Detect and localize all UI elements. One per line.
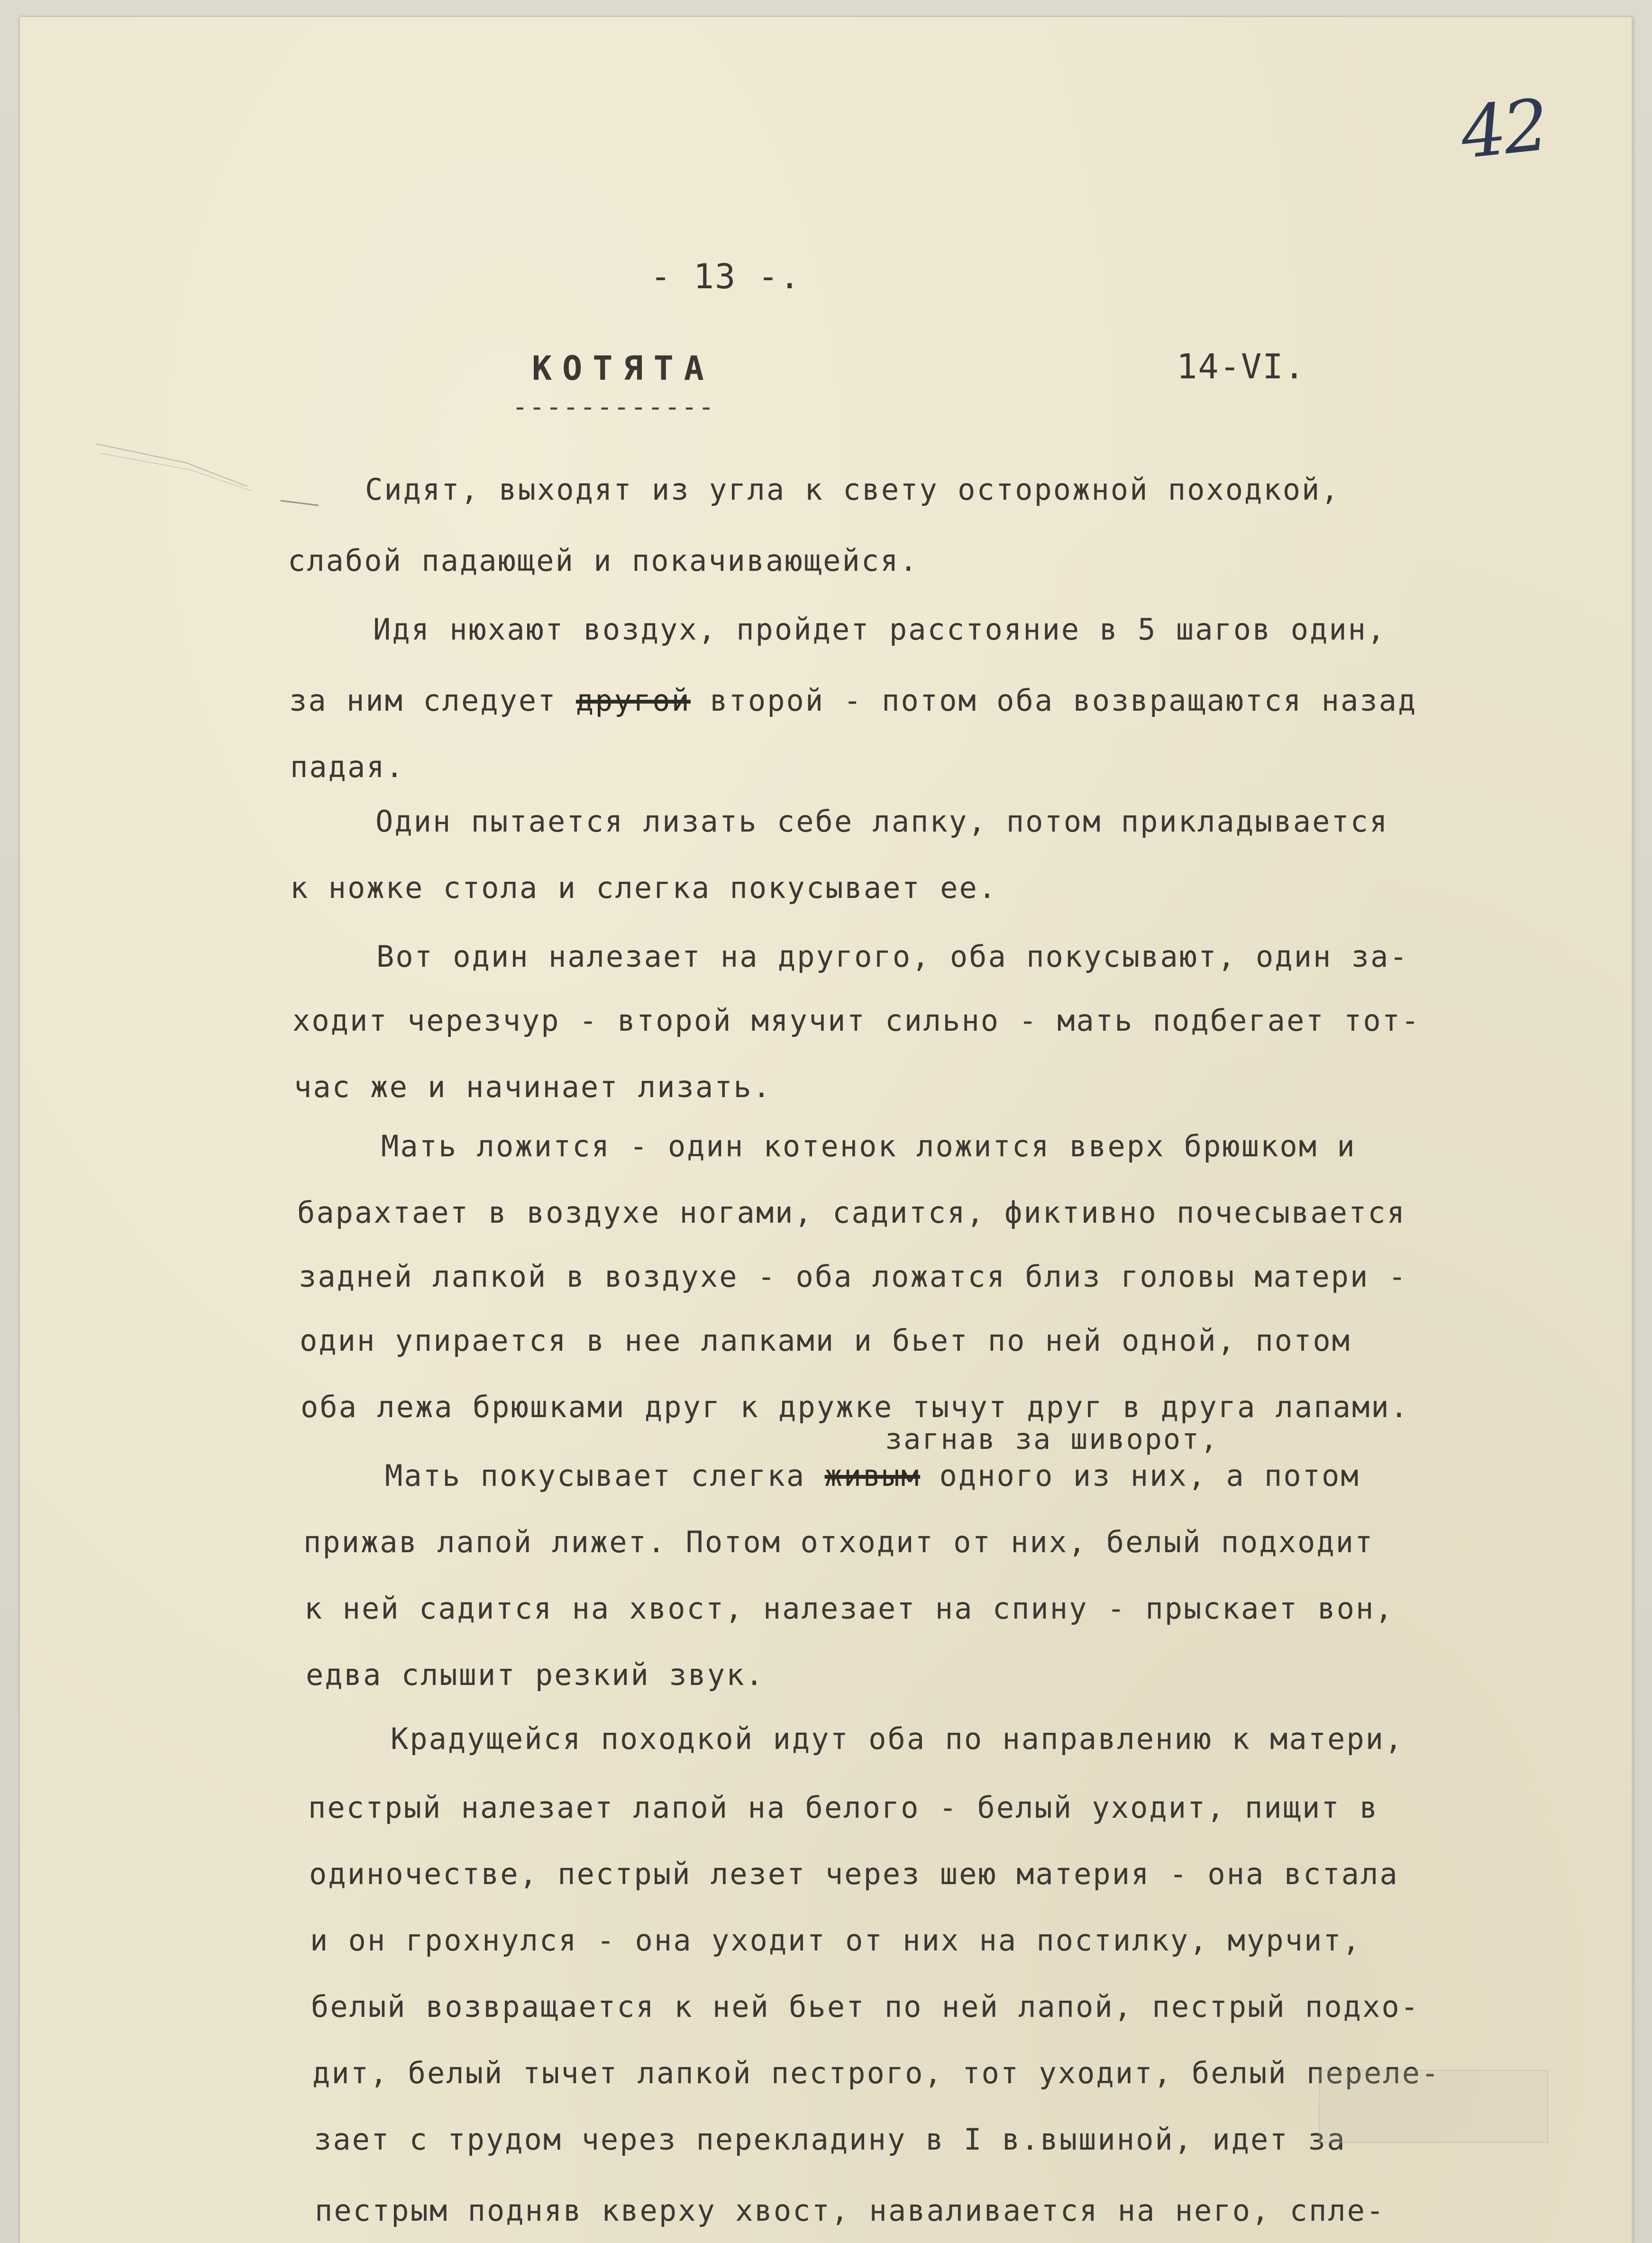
text-line-12: барахтает в воздухе ногами, садится, фиктивно почесывается (297, 1195, 1406, 1230)
text-line-7: к ножке стола и слегка покусывает ее. (290, 870, 998, 905)
text-line-23: и он грохнулся - она уходит от них на постилку, мурчит, (310, 1923, 1361, 1958)
text-line-15: оба лежа брюшками друг к дружке тычут друг в друга лапами. (301, 1390, 1409, 1424)
typewritten-sheet (20, 17, 1633, 2243)
text-line-25: дит, белый тычет лапкой пестрого, тот уходит, белый переле- (312, 2056, 1441, 2090)
struck-word: другой (575, 683, 691, 718)
text-line-19: едва слышит резкий звук. (306, 1657, 765, 1692)
title-underline: ------------ (512, 392, 715, 422)
text-line-14: один упирается в нее лапками и бьет по ней одной, потом (300, 1323, 1351, 1358)
text-line-13: задней лапкой в воздухе - оба ложатся близ головы матери - (299, 1259, 1407, 1294)
text-line-9: ходит черезчур - второй мяучит сильно - мать подбегает тот- (292, 1003, 1421, 1038)
text-line-21: пестрый налезает лапой на белого - белый уходит, пищит в (308, 1790, 1379, 1825)
interlinear-insertion: загнав за шиворот, (885, 1423, 1219, 1456)
text-line-4: за ним следует другой второй - потом оба возвращаются назад (289, 683, 1417, 718)
pencil-smudge (91, 434, 338, 520)
text-line-17: прижав лапой лижет. Потом отходит от них, белый подходит (303, 1525, 1374, 1559)
text-line-24: белый возвращается к ней бьет по ней лапой, пестрый подхо- (311, 1989, 1420, 2024)
page-number: - 13 -. (650, 256, 801, 296)
struck-word: живым (824, 1458, 921, 1493)
text-line-22: одиночестве, пестрый лезет через шею материя - она встала (309, 1857, 1399, 1891)
text-line-10: час же и начинает лизать. (294, 1070, 772, 1104)
text-line-6: Один пытается лизать себе лапку, потом прикладывается (375, 804, 1389, 839)
text-line-11: Мать ложится - один котенок ложится вверх брюшком и (381, 1129, 1356, 1163)
text-line-3: Идя нюхают воздух, пройдет расстояние в 5 шагов один, (373, 612, 1387, 647)
folio-number: 42 (1457, 84, 1550, 175)
text-line-18: к ней садится на хвост, налезает на спину - прыскает вон, (304, 1591, 1394, 1626)
text-line-20: Крадущейся походкой идут оба по направлению к матери, (391, 1721, 1404, 1756)
text-line-5: падая. (290, 750, 405, 784)
entry-date: 14-VI. (1177, 347, 1306, 386)
text-line-27: пестрым подняв кверху хвост, наваливается на него, спле- (315, 2193, 1386, 2228)
text-line-8: Вот один налезает на другого, оба покусывают, один за- (376, 939, 1409, 974)
document-title: КОТЯТА (532, 349, 714, 388)
text-line-1: Сидят, выходят из угла к свету осторожной походкой, (365, 472, 1340, 507)
text-line-16: Мать покусывает слегка живым одного из них, а потом (385, 1458, 1360, 1493)
faded-stamp (1319, 2070, 1548, 2143)
text-line-26: зает с трудом через перекладину в I в.вышиной, идет за (314, 2122, 1346, 2157)
text-line-2: слабой падающей и покачивающейся. (288, 543, 919, 578)
